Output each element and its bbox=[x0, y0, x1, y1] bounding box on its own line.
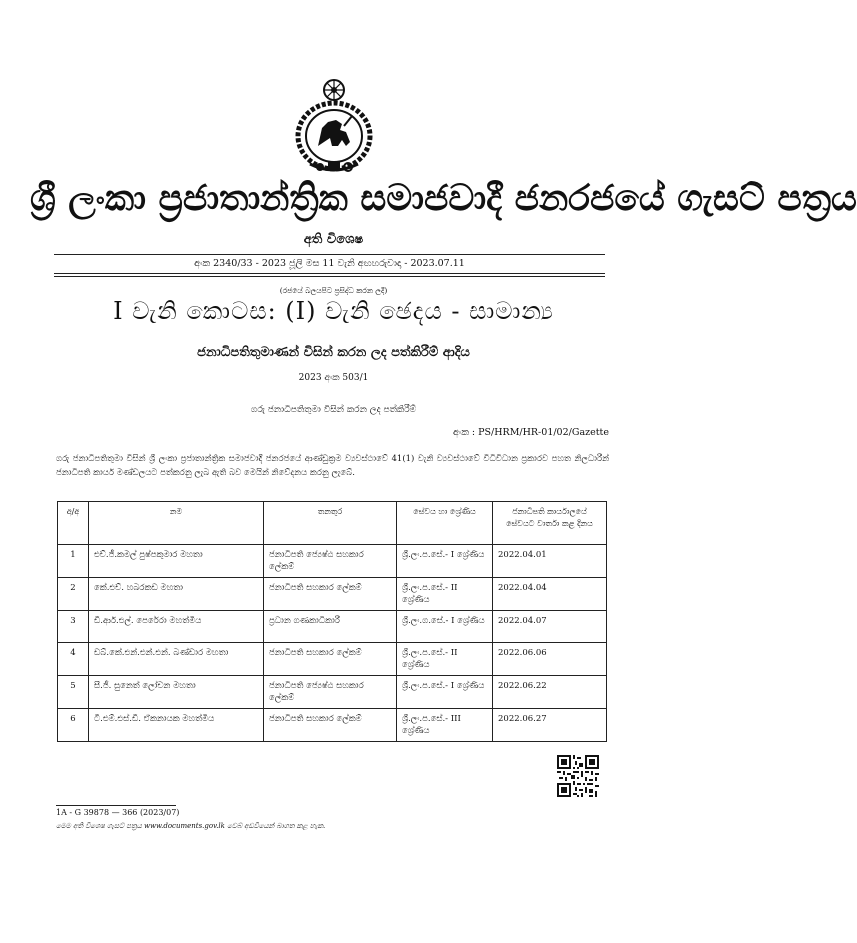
cell-serial: 2 bbox=[58, 578, 89, 611]
issue-line: අංක 2340/33 - 2023 ජූලි මස 11 වැනි අඟහරුවාදා - 2023.07.11 bbox=[194, 258, 465, 269]
cell-name: එච්.ජී.කමල් පුෂ්පකුමාර මහතා bbox=[89, 545, 264, 578]
table-header-row bbox=[58, 502, 607, 545]
header-post: තනතුර bbox=[264, 502, 397, 545]
table-row bbox=[58, 676, 607, 709]
issue-rule-top bbox=[54, 254, 605, 255]
cell-name: කේ.එච්. හබරකඩ මහතා bbox=[89, 578, 264, 611]
cell-service: ශ්‍රී.ලං.ග.සේ.- I ශ්‍රේණිය bbox=[397, 611, 493, 643]
header-name: නම bbox=[89, 502, 264, 545]
authority-note: (රජයේ බලයපිට ප්‍රසිද්ධ කරන ලදී) bbox=[279, 286, 388, 295]
issue-rule-bottom bbox=[54, 273, 605, 274]
header-report-date: ජනාධිපති කාර්යාලයේ සේවයට වාර්තා කළ දිනය bbox=[493, 502, 607, 545]
cell-date: 2022.04.07 bbox=[493, 611, 607, 643]
header-serial: අ/අ bbox=[58, 502, 89, 545]
cell-post: ප්‍රධාන ගණකාධිකාරී bbox=[264, 611, 397, 643]
notice-number: 2023 අංක 503/1 bbox=[298, 373, 369, 383]
header-service-grade: සේවය හා ශ්‍රේණිය bbox=[397, 502, 493, 545]
cell-date: 2022.06.27 bbox=[493, 709, 607, 742]
appointments-table bbox=[57, 501, 607, 742]
issue-rule-bottom-double bbox=[54, 276, 605, 277]
part-title: I වැනි කොටස: (I) වැනි ඡෙදය - සාමාන්‍ය bbox=[113, 297, 554, 325]
reference-number: අංක : PS/HRM/HR-01/02/Gazette bbox=[452, 427, 609, 438]
cell-date: 2022.06.06 bbox=[493, 643, 607, 676]
cell-name: ඩබ්.කේ.එන්.එන්.එන්. බණ්ඩාර මහතා bbox=[89, 643, 264, 676]
cell-post: ජනාධිපති සහකාර ලේකම් bbox=[264, 578, 397, 611]
cell-post: ජනාධිපති ජ්‍යෙෂ්ඨ සහකාර ලේකම් bbox=[264, 676, 397, 709]
table-row bbox=[58, 643, 607, 676]
qr-code-icon[interactable] bbox=[557, 755, 599, 797]
table-row bbox=[58, 709, 607, 742]
cell-serial: 5 bbox=[58, 676, 89, 709]
cell-name: ටී.එම්.එස්.ඩී. ඒකනායක මහත්මිය bbox=[89, 709, 264, 742]
cell-service: ශ්‍රී.ලං.ප.සේ.- I ශ්‍රේණිය bbox=[397, 545, 493, 578]
cell-serial: 6 bbox=[58, 709, 89, 742]
table-row bbox=[58, 611, 607, 643]
notice-subject: ගරු ජනාධිපතිතුමා විසින් කරන ලද පත්කිරීම් bbox=[250, 405, 417, 415]
cell-service: ශ්‍රී.ලං.ප.සේ.- I ශ්‍රේණිය bbox=[397, 676, 493, 709]
cell-name: සී.ජී. සුනෙත් ලෝචන මහතා bbox=[89, 676, 264, 709]
cell-name: ඩී.ආර්.එල්. පෙරේරා මහත්මිය bbox=[89, 611, 264, 643]
cell-serial: 3 bbox=[58, 611, 89, 643]
notice-intro-paragraph: ගරු ජනාධිපතිතුමා විසින් ශ්‍රී ලංකා ප්‍රජාතාන්ත්‍රික සමාජවාදී ජනරජයේ ආණ්ඩුක්‍රම ව්‍යවස්ථාවේ 41(1) වැනි ව්‍යවස්ථාවේ විධිවිධාන ප්‍රකාරව පහත නිලධාරීන් ජනාධිපති කාර්ය මණ්ඩලයට පත්කරනු ලැබ ඇති බව මෙයින් නිවේදනය කරනු ලැබේ. bbox=[56, 454, 609, 478]
cell-service: ශ්‍රී.ලං.ප.සේ.- II ශ්‍රේණිය bbox=[397, 578, 493, 611]
gazette-masthead-title: ශ්‍රී ලංකා ප්‍රජාතාන්ත්‍රික සමාජවාදී ජනරජයේ ගැසට් පත්‍රය bbox=[30, 177, 857, 219]
footer-print-code: 1A - G 39878 — 366 (2023/07) bbox=[56, 808, 180, 817]
cell-post: ජනාධිපති සහකාර ලේකම් bbox=[264, 709, 397, 742]
cell-post: ජනාධිපති ජ්‍යෙෂ්ඨ සහකාර ලේකම් bbox=[264, 545, 397, 578]
cell-serial: 4 bbox=[58, 643, 89, 676]
cell-serial: 1 bbox=[58, 545, 89, 578]
cell-date: 2022.04.04 bbox=[493, 578, 607, 611]
cell-post: ජනාධිපති සහකාර ලේකම් bbox=[264, 643, 397, 676]
extraordinary-label: අති විශෙෂ bbox=[303, 232, 364, 247]
cell-service: ශ්‍රී.ලං.ප.සේ.- II ශ්‍රේණිය bbox=[397, 643, 493, 676]
footer-rule bbox=[56, 805, 176, 806]
state-emblem-icon bbox=[288, 76, 380, 176]
table-row bbox=[58, 545, 607, 578]
cell-service: ශ්‍රී.ලං.ප.සේ.- III ශ්‍රේණිය bbox=[397, 709, 493, 742]
section-title: ජනාධිපතිතුමාණන් විසින් කරන ලද පත්කිරීම් ආදිය bbox=[197, 345, 470, 360]
cell-date: 2022.06.22 bbox=[493, 676, 607, 709]
table-row bbox=[58, 578, 607, 611]
cell-date: 2022.04.01 bbox=[493, 545, 607, 578]
footer-download-note: මෙම අති විශෙෂ ගැසට් පත්‍රය www.documents.gov.lk වෙබ් අඩවියෙන් බාගත කළ හැක. bbox=[56, 822, 326, 830]
